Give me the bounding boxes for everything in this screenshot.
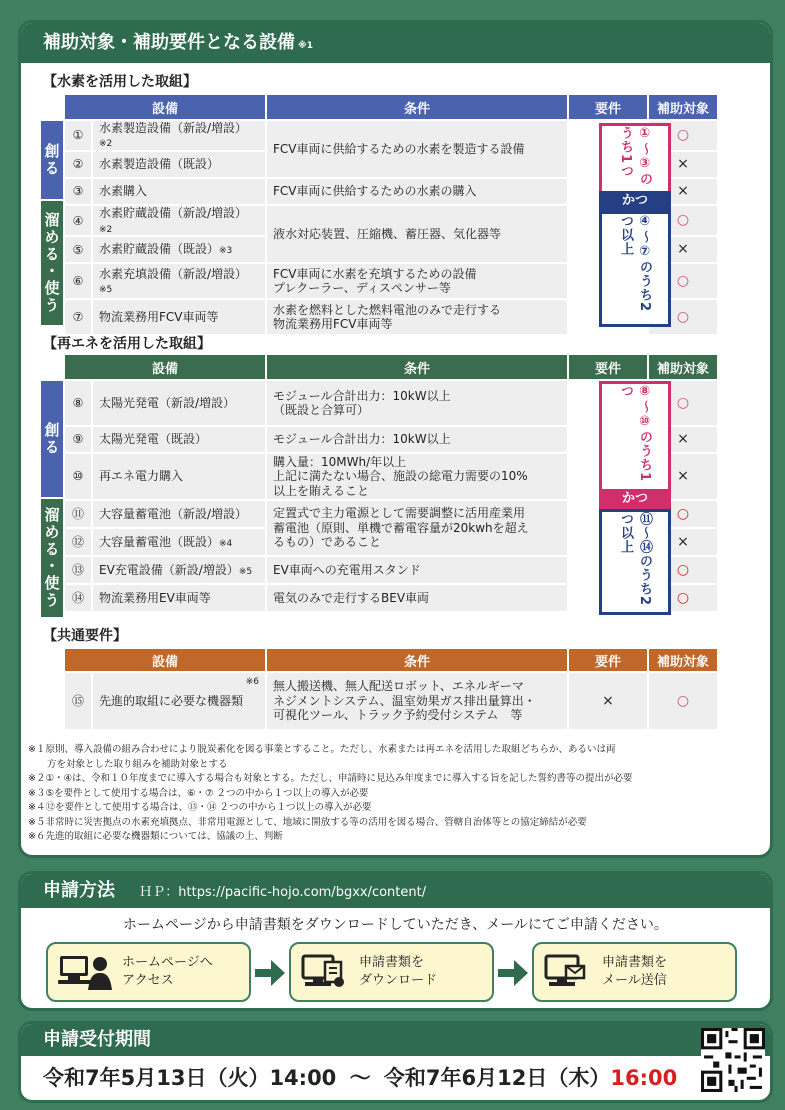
hydrogen-create-label: 創る [41,121,63,199]
condition-line: プレクーラー、ディスペンサー等 [273,281,451,296]
footnote: ※３⑤を要件として使用する場合は、⑥・⑦ ２つの中から１つ以上の導入が必要 [28,787,369,799]
renewable-create-label: 創る [41,381,63,497]
row-eligible-mark: ○ [648,120,718,151]
row-number: ⑬ [64,556,92,584]
row-eligible-mark: × [648,426,718,453]
period-tilde: ～ [349,1066,371,1090]
row-condition: EV車両への充電用スタンド [266,556,568,584]
row-number: ② [64,151,92,178]
computer-user-icon [58,952,112,992]
equipment-panel-header [21,23,770,63]
apply-panel [18,871,773,1011]
row-eligible-mark: × [648,236,718,263]
row-eligible-mark: ○ [648,299,718,335]
period-start: 令和7年5月13日（火）14:00 [43,1066,337,1090]
condition-line: 購入量：10MWh/年以上 [273,454,407,469]
step-text: アクセス [122,973,174,988]
condition-line: るもの）であること [273,535,382,550]
step-access [46,942,251,1002]
step-email-label [602,954,667,990]
row-number: ① [64,120,92,151]
footnote: 方を対象とした取り組みを補助対象とする [28,758,228,770]
step-download [289,942,494,1002]
period-end-time: 16:00 [610,1066,678,1090]
row-condition [266,299,568,335]
footnote: ※２①・④は、令和１０年度までに導入する場合も対象とする。ただし、申請時に見込み年度までに導入する旨を記した誓約書等の提出が必要 [28,773,633,784]
hydrogen-katsu: かつ [599,191,671,211]
row-eligible-mark: ○ [648,380,718,426]
row-condition [266,380,568,426]
row-number: ⑪ [64,500,92,528]
step-access-label [122,954,213,990]
row-note: ※3 [219,246,233,257]
row-condition [266,263,568,299]
step-email [532,942,737,1002]
footnote: ※１原則、導入設備の組み合わせにより脱炭素化を図る事業とすること。ただし、水素または再エネを活用した取組どちらか、あるいは両 [28,744,616,755]
row-eligible-mark: ○ [648,205,718,236]
common-header-condition: 条件 [266,648,568,672]
row-equipment: EV充電設備（新設/増設） [99,562,239,577]
condition-line: FCV車両に水素を充填するための設備 [273,266,477,281]
condition-line: （既設と合算可） [273,403,370,417]
row-equipment: 物流業務用EV車両等 [92,584,266,612]
renewable-header-requirement: 要件 [568,354,648,380]
apply-homepage-url[interactable]: ＨＰ：https://pacific-hojo.com/bgxx/content/ [139,885,427,900]
equipment-title: 補助対象・補助要件となる設備 [43,32,295,53]
renewable-header-condition: 条件 [266,354,568,380]
renewable-heading: 【再エネを活用した取組】 [43,336,211,352]
condition-line: 蓄電池（原則、単機で蓄電容量が20kwhを超え [273,520,529,535]
row-equipment: 再エネ電力購入 [92,453,266,500]
row-equipment: 水素購入 [92,178,266,205]
step-text: ホームページへ [122,955,213,970]
row-number: ⑩ [64,453,92,500]
hydrogen-header-equipment: 設備 [64,94,266,120]
condition-line: 定置式で主力電源として需要調整に活用産業用 [273,506,526,521]
row-equipment: 大容量蓄電池（新設/増設） [92,500,266,528]
row-equipment: 大容量蓄電池（既設） [99,534,220,549]
apply-lead: ホームページから申請書類をダウンロードしていただき、メールにてご申請ください。 [123,917,668,933]
renewable-header-equipment: 設備 [64,354,266,380]
condition-line: 物流業務用FCV車両等 [273,317,393,332]
row-number: ⑦ [64,299,92,335]
row-note: ※6 [245,677,259,687]
apply-panel-header [21,874,770,908]
row-eligible-mark: ○ [648,500,718,528]
row-note: ※4 [219,538,233,549]
row-note: ※2 [99,224,113,235]
row-condition: 電気のみで走行するBEV車両 [266,584,568,612]
row-eligible-mark: ○ [648,263,718,299]
download-document-icon [301,952,345,992]
hydrogen-requirement-create: ①～③のうち1つ [599,123,671,199]
footnote: ※４⑫を要件として使用する場合は、⑬・⑭ ２つの中から１つ以上の導入が必要 [28,802,372,813]
row-condition: モジュール合計出力：10kW以上 [266,426,568,453]
condition-line: モジュール合計出力：10kW以上 [273,388,451,403]
row-number: ⑤ [64,236,92,263]
row-number: ⑭ [64,584,92,612]
row-eligible-mark: ○ [648,584,718,612]
row-number: ⑧ [64,380,92,426]
table-row [64,672,718,730]
footnotes [28,743,758,845]
row-condition: FCV車両に供給するための水素の購入 [266,178,568,205]
period-panel-header [21,1024,770,1056]
arrow-right-icon [255,960,285,986]
row-number: ⑮ [64,672,92,730]
common-header-requirement: 要件 [568,648,648,672]
row-condition: FCV車両に供給するための水素を製造する設備 [266,120,568,178]
equipment-title-note: ※1 [298,41,314,51]
hydrogen-requirement-store: ④～⑦のうち2つ以上 [599,211,671,327]
row-note: ※5 [238,566,253,577]
step-download-label [359,954,437,990]
common-table [63,647,719,731]
apply-title: 申請方法 [43,880,115,901]
common-header-eligible: 補助対象 [648,648,718,672]
row-note: ※5 [99,285,113,296]
renewable-store-label: 溜める・使う [41,499,63,617]
common-heading: 【共通要件】 [43,628,127,644]
period-title: 申請受付期間 [43,1029,151,1050]
hydrogen-header-condition: 条件 [266,94,568,120]
row-equipment: 先進的取組に必要な機器類 [99,693,244,708]
arrow-right-icon [498,960,528,986]
hydrogen-store-label: 溜める・使う [41,201,63,325]
step-text: メール送信 [602,973,667,988]
row-number: ⑥ [64,263,92,299]
period-dates [43,1062,677,1092]
row-number: ⑫ [64,528,92,556]
row-equipment: 太陽光発電（既設） [92,426,266,453]
period-end-date: 令和7年6月12日（木） [383,1066,611,1090]
condition-line: 可視化ツール、トラック予約受付システム 等 [273,708,523,723]
qr-code-icon[interactable] [701,1028,765,1092]
row-eligible-mark: ○ [648,556,718,584]
footnote: ※５非常時に災害拠点の水素充填拠点、非常用電源として、地域に開放する等の活用を図る場合、管轄自治体等との協定締結が必要 [28,816,587,828]
row-eligible-mark: × [648,178,718,205]
row-note: ※2 [99,139,113,150]
renewable-requirement-store: ⑪～⑭のうち2つ以上 [599,509,671,615]
period-panel [18,1021,773,1103]
renewable-katsu: かつ [599,489,671,509]
condition-line: 以上を賄えること [273,483,370,498]
row-equipment: 水素製造設備（新設/増設） [99,121,248,135]
step-text: 申請書類を [602,955,668,970]
condition-line: 上記に満たない場合、施設の総電力需要の10% [273,469,528,484]
condition-line: ネジメントシステム、温室効果ガス排出量算出・ [273,693,536,708]
email-computer-icon [544,952,588,992]
row-number: ③ [64,178,92,205]
row-requirement: × [568,672,648,730]
row-condition [266,453,568,500]
equipment-panel [18,20,773,858]
row-equipment: 物流業務用FCV車両等 [92,299,266,335]
common-header-equipment: 設備 [64,648,266,672]
row-number: ④ [64,205,92,236]
row-equipment: 水素貯蔵設備（新設/増設） [99,206,248,221]
row-equipment: 太陽光発電（新設/増設） [92,380,266,426]
footnote: ※６先進的取組に必要な機器類については、協議の上、判断 [28,831,283,842]
hydrogen-heading: 【水素を活用した取組】 [43,74,197,90]
row-equipment: 水素貯蔵設備（既設） [99,242,220,257]
hydrogen-header-requirement: 要件 [568,94,648,120]
row-eligible-mark: × [648,151,718,178]
step-text: ダウンロード [359,973,438,988]
row-equipment: 水素充填設備（新設/増設） [99,266,248,281]
row-eligible-mark: × [648,453,718,500]
row-eligible-mark: × [648,528,718,556]
row-condition [266,500,568,556]
row-condition [266,672,568,730]
hydrogen-header-eligible: 補助対象 [648,94,718,120]
row-number: ⑨ [64,426,92,453]
row-equipment: 水素製造設備（既設） [92,151,266,178]
step-text: 申請書類を [359,955,425,970]
renewable-requirement-create: ⑧～⑩のうち1つ [599,381,671,497]
renewable-header-eligible: 補助対象 [648,354,718,380]
condition-line: 無人搬送機、無人配送ロボット、エネルギーマ [273,679,524,694]
row-condition: 液水対応装置、圧縮機、蓄圧器、気化器等 [266,205,568,263]
row-eligible-mark: ○ [648,672,718,730]
condition-line: 水素を燃料とした燃料電池のみで走行する [273,302,502,317]
